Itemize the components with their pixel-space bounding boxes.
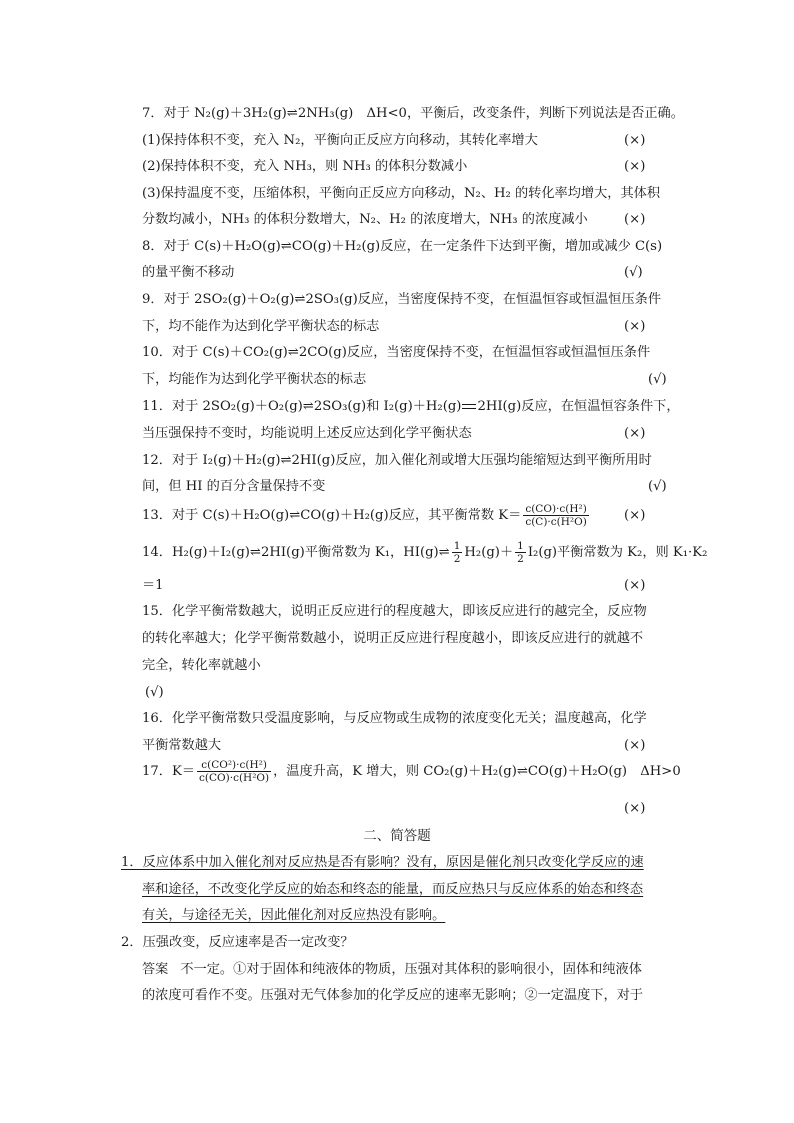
q16-line1: 16．化学平衡常数只受温度影响，与反应物或生成物的浓度变化无关；温度越高，化学 — [142, 711, 647, 726]
sa2-answer-line2: 的浓度可看作不变。压强对无气体参加的化学反应的速率无影响；②一定温度下，对于 — [142, 988, 644, 1003]
q7-statement-3-line1: (3)保持温度不变，压缩体积，平衡向正反应方向移动，N₂、H₂ 的转化率均增大，其体积 — [142, 186, 661, 201]
q12-line1: 12．对于 I₂(g)＋H₂(g)⇌2HI(g)反应，加入催化剂或增大压强均能缩短达到平衡所用时 — [142, 453, 652, 468]
section-heading: 二、简答题 — [363, 828, 431, 844]
q11-line1 — [142, 397, 680, 417]
q14-text-2: H₂(g)＋ — [464, 545, 514, 560]
q12-line2: 间，但 HI 的百分含量保持不变 — [142, 479, 326, 494]
sa2-answer-line1 — [142, 960, 642, 980]
sa1-text-2: 率和途径，不改变化学反应的始态和终态的能量，而反应热只与反应体系的始态和终态 — [142, 882, 644, 897]
q10-mark: (√) — [648, 372, 667, 387]
q7-mark-1: (×) — [624, 133, 646, 148]
equals-sign-icon — [462, 403, 476, 411]
q17-text-post: ，温度升高，K 增大，则 CO₂(g)＋H₂(g)⇌CO(g)＋H₂O(g) ΔH>0 — [273, 764, 681, 779]
sa1-line3 — [142, 906, 445, 926]
q13-line — [142, 503, 591, 528]
q17-fraction — [197, 759, 271, 784]
q14-half-fraction-1: $\frac{1}{2}$ — [453, 540, 461, 565]
sa1-line1 — [121, 853, 644, 873]
sa1-text-3: 有关，与途径无关，因此催化剂对反应热没有影响。 — [142, 908, 446, 923]
q13-denominator: c(C)·c(H²O) — [525, 516, 587, 528]
q9-line1: 9．对于 2SO₂(g)＋O₂(g)⇌2SO₃(g)反应，当密度保持不变，在恒温恒容或恒温恒压条件 — [142, 292, 662, 307]
q14-line2: ＝1 — [142, 578, 164, 593]
q11-line2: 当压强保持不变时，均能说明上述反应达到化学平衡状态 — [142, 426, 472, 441]
q14-text-1: 14．H₂(g)＋I₂(g)⇌2HI(g)平衡常数为 K₁，HI(g)⇌ — [142, 545, 450, 560]
sa2-answer-label: 答案 — [142, 962, 169, 977]
q14-line1 — [142, 540, 707, 565]
sa2-question: 2．压强改变，反应速率是否一定改变？ — [121, 935, 354, 950]
q15-line2: 的转化率越大；化学平衡常数越小，说明正反应进行程度越小，即该反应进行的就越不 — [142, 631, 644, 646]
q11-mark: (×) — [624, 426, 646, 441]
q14-mark: (×) — [624, 578, 646, 593]
q17-numerator: c(CO²)·c(H²) — [197, 759, 271, 772]
q14-text-3: I₂(g)平衡常数为 K₂，则 K₁·K₂ — [527, 545, 708, 560]
q16-line2: 平衡常数越大 — [142, 738, 222, 753]
q17-denominator: c(CO)·c(H²O) — [199, 772, 270, 784]
q15-line1: 15．化学平衡常数越大，说明正反应进行的程度越大，即该反应进行的越完全，反应物 — [142, 604, 647, 619]
q12-mark: (√) — [648, 479, 667, 494]
q17-mark: (×) — [624, 801, 646, 816]
q7-mark-3: (×) — [624, 212, 646, 227]
q7-mark-2: (×) — [624, 159, 646, 174]
q7-statement-3-line2: 分数均减小，NH₃ 的体积分数增大，N₂、H₂ 的浓度增大，NH₃ 的浓度减小 — [142, 212, 588, 227]
q15-line3: 完全，转化率就越小 — [142, 658, 261, 673]
q10-line1: 10．对于 C(s)＋CO₂(g)⇌2CO(g)反应，当密度保持不变，在恒温恒容或恒温恒压条件 — [142, 345, 651, 360]
q17-text-pre: 17．K＝ — [142, 764, 196, 779]
sa2-answer-text-1: 不一定。①对于固体和纯液体的物质，压强对其体积的影响很小，固体和纯液体 — [180, 962, 642, 977]
q17-line — [142, 759, 681, 785]
sa1-text-1: 1．反应体系中加入催化剂对反应热是否有影响？没有，原因是催化剂只改变化学反应的速 — [121, 855, 644, 870]
q10-line2: 下，均能作为达到化学平衡状态的标志 — [142, 372, 367, 387]
q8-mark: (√) — [624, 265, 643, 280]
q15-mark: (√) — [145, 685, 164, 700]
q13-mark: (×) — [624, 508, 646, 523]
q8-line1: 8．对于 C(s)＋H₂O(g)⇌CO(g)＋H₂(g)反应，在一定条件下达到平衡，增加或减少 C(s) — [142, 239, 663, 254]
sa1-line2 — [142, 880, 643, 900]
q9-mark: (×) — [624, 319, 646, 334]
q11-line1-post: 2HI(g)反应，在恒温恒容条件下， — [477, 399, 680, 414]
q13-fraction — [523, 503, 589, 528]
q13-text: 13．对于 C(s)＋H₂O(g)⇌CO(g)＋H₂(g)反应，其平衡常数 K＝ — [142, 508, 522, 523]
q16-mark: (×) — [624, 738, 646, 753]
q9-line2: 下，均不能作为达到化学平衡状态的标志 — [142, 319, 380, 334]
q7-statement-1: (1)保持体积不变，充入 N₂，平衡向正反应方向移动，其转化率增大 — [142, 133, 538, 148]
q7-statement-2: (2)保持体积不变，充入 NH₃，则 NH₃ 的体积分数减小 — [142, 159, 468, 174]
q8-line2: 的量平衡不移动 — [142, 265, 235, 280]
q13-numerator: c(CO)·c(H²) — [525, 503, 587, 515]
q14-half-fraction-2: $\frac{1}{2}$ — [517, 540, 524, 565]
q7-stem: 7．对于 N₂(g)＋3H₂(g)⇌2NH₃(g) ΔH<0，平衡后，改变条件，判断下列说法是否正确。 — [142, 106, 684, 121]
q11-line1-pre: 11．对于 2SO₂(g)＋O₂(g)⇌2SO₃(g)和 I₂(g)＋H₂(g) — [142, 399, 462, 414]
